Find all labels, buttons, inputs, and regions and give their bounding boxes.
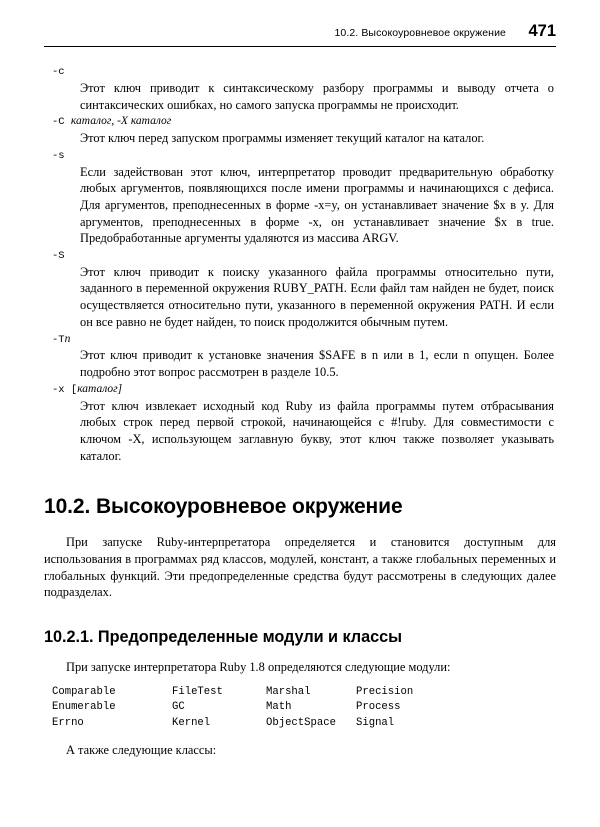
option-term — [52, 248, 556, 264]
option-entry — [44, 332, 556, 381]
option-term — [52, 332, 556, 348]
option-term-code: -S — [52, 249, 65, 262]
option-definition: Этот ключ приводит к поиску указанного файла программы относительно пути, заданного в переменной окружения RUBY_PATH. Если файл там найден не будет, поиск осуществляется относительно пути, указанного в переменной окружения PATH. И если он все равно не будет найден, то поиск продолжится обычным путем. — [80, 264, 554, 329]
module-name: GC — [172, 701, 185, 714]
module-name: Enumerable — [52, 701, 116, 714]
table-row — [52, 700, 436, 715]
option-term-code: -T — [52, 333, 65, 346]
option-definition: Этот ключ приводит к установке значения $SAFE в n или в 1, если n опущен. Более подробно этот вопрос рассмотрен в разделе 10.5. — [80, 348, 554, 380]
option-definition: Этот ключ приводит к синтаксическому разбору программы и выводу отчета о синтаксических ошибках, но самого запуска программы не происходит. — [80, 80, 554, 112]
option-entry — [44, 114, 556, 147]
section-paragraph: При запуске Ruby-интерпретатора определяется и становится доступным для использования в программах ряд классов, модулей, констант, а также глобальных переменных и глобальных функций. Эти предопределенные средства будут рассмотрены в следующих далее подразделах. — [44, 535, 556, 600]
module-name: Signal — [356, 716, 395, 729]
running-head — [44, 22, 556, 47]
option-term-arg: каталог] — [77, 382, 123, 395]
module-list-table — [52, 685, 436, 731]
option-term — [52, 114, 556, 130]
option-term-code: -s — [52, 149, 65, 162]
module-name: Comparable — [52, 685, 116, 698]
option-entry — [44, 64, 556, 113]
module-name: FileTest — [172, 685, 223, 698]
section-heading: 10.2. Высокоуровневое окружение — [44, 495, 403, 519]
option-term-code: -c — [52, 66, 65, 78]
option-entry — [44, 248, 556, 331]
subsection-heading: 10.2.1. Предопределенные модули и классы — [44, 627, 402, 646]
module-name: Math — [266, 701, 292, 714]
option-definition: Если задействован этот ключ, интерпретатор проводит предварительную обработку любых аргументов, появляющихся после имени программы и начинающихся с дефиса. Для аргументов, преподнесенных в форме -x=y, он устанавливает значение $x в y. Для аргументов, преподнесенных в форме -x, он устанавливает значение $x в true. Предобработанные аргументы удаляются из массива ARGV. — [80, 164, 554, 246]
module-name: Marshal — [266, 685, 311, 698]
option-term-arg: каталог, -X каталог — [70, 115, 172, 128]
option-list — [44, 64, 556, 464]
subsection-intro: При запуске интерпретатора Ruby 1.8 определяются следующие модули: — [66, 659, 451, 674]
option-term-arg: n — [64, 332, 71, 345]
option-definition: Этот ключ извлекает исходный код Ruby из файла программы путем отбрасывания любых строк перед первой строкой, начинающейся с #!ruby. Для совместимости с ключом -X, использующем заглавную букву, этот ключ также позволяет указывать каталог. — [80, 398, 554, 463]
table-row — [52, 685, 436, 700]
module-name: Precision — [356, 685, 414, 698]
table-row — [52, 716, 436, 731]
subsection-outro: А также следующие классы: — [66, 742, 217, 757]
option-entry — [44, 148, 556, 247]
option-entry — [44, 382, 556, 465]
option-term — [52, 382, 556, 398]
module-name: Errno — [52, 716, 84, 729]
module-name: ObjectSpace — [266, 716, 336, 729]
module-name: Process — [356, 701, 401, 714]
option-term — [52, 148, 556, 164]
page-number: 471 — [528, 22, 556, 40]
option-term — [52, 64, 556, 80]
option-term-code: -x [ — [52, 383, 78, 396]
module-name: Kernel — [172, 716, 211, 729]
option-term-code: -C — [52, 116, 71, 129]
running-head-title: 10.2. Высокоуровневое окружение — [334, 27, 506, 39]
option-definition: Этот ключ перед запуском программы изменяет текущий каталог на каталог. — [80, 131, 485, 146]
